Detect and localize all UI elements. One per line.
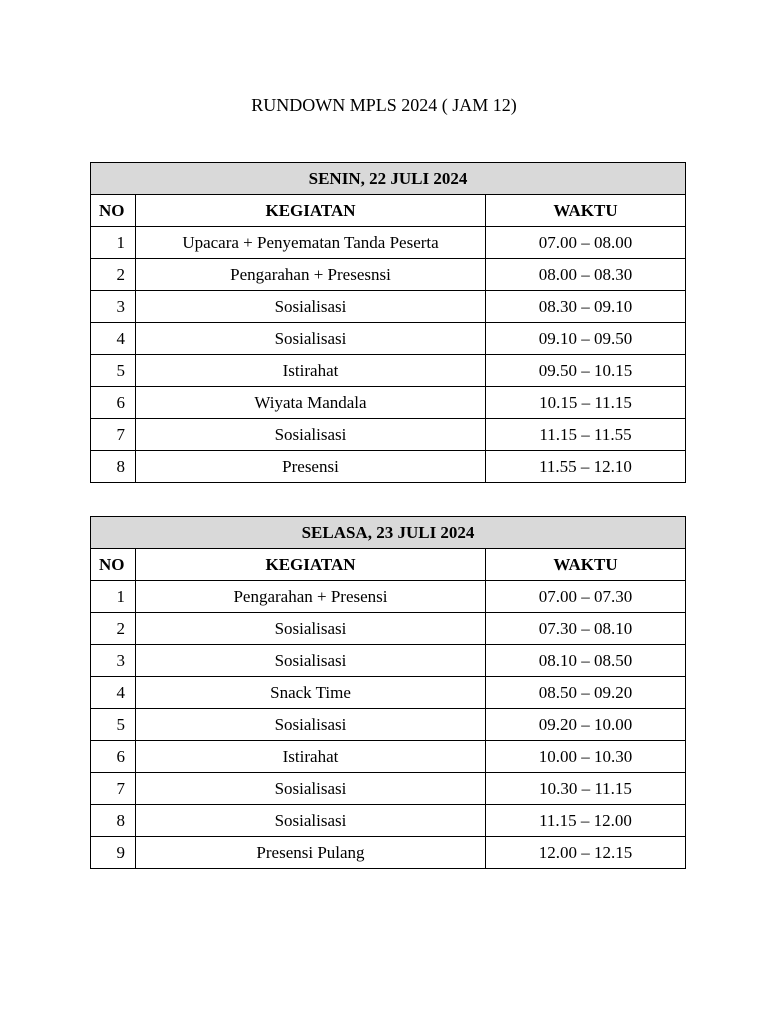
table-row xyxy=(91,451,686,483)
day-header-row xyxy=(91,517,686,549)
row-number: 7 xyxy=(91,419,136,451)
table-row xyxy=(91,419,686,451)
row-activity: Presensi Pulang xyxy=(136,837,486,869)
row-activity: Presensi xyxy=(136,451,486,483)
row-time: 09.20 – 10.00 xyxy=(486,709,686,741)
column-header-time: WAKTU xyxy=(486,195,686,227)
row-activity: Upacara + Penyematan Tanda Peserta xyxy=(136,227,486,259)
row-activity: Pengarahan + Presensi xyxy=(136,581,486,613)
row-time: 08.10 – 08.50 xyxy=(486,645,686,677)
row-number: 4 xyxy=(91,677,136,709)
row-time: 10.15 – 11.15 xyxy=(486,387,686,419)
day-header: SENIN, 22 JULI 2024 xyxy=(91,163,686,195)
row-time: 11.55 – 12.10 xyxy=(486,451,686,483)
table-row xyxy=(91,227,686,259)
row-time: 08.00 – 08.30 xyxy=(486,259,686,291)
row-activity: Sosialisasi xyxy=(136,773,486,805)
row-activity: Istirahat xyxy=(136,741,486,773)
table-row xyxy=(91,837,686,869)
row-number: 6 xyxy=(91,741,136,773)
row-time: 10.00 – 10.30 xyxy=(486,741,686,773)
table-row xyxy=(91,645,686,677)
table-row xyxy=(91,387,686,419)
row-time: 11.15 – 12.00 xyxy=(486,805,686,837)
row-time: 08.50 – 09.20 xyxy=(486,677,686,709)
row-activity: Sosialisasi xyxy=(136,613,486,645)
column-header-activity: KEGIATAN xyxy=(136,195,486,227)
column-header-activity: KEGIATAN xyxy=(136,549,486,581)
row-number: 5 xyxy=(91,709,136,741)
row-number: 4 xyxy=(91,323,136,355)
row-activity: Snack Time xyxy=(136,677,486,709)
row-number: 8 xyxy=(91,805,136,837)
row-number: 7 xyxy=(91,773,136,805)
row-number: 3 xyxy=(91,291,136,323)
row-number: 3 xyxy=(91,645,136,677)
table-row xyxy=(91,741,686,773)
document-title: RUNDOWN MPLS 2024 ( JAM 12) xyxy=(251,95,517,115)
row-activity: Sosialisasi xyxy=(136,419,486,451)
row-activity: Sosialisasi xyxy=(136,323,486,355)
table-row xyxy=(91,805,686,837)
column-header-row xyxy=(91,195,686,227)
row-activity: Sosialisasi xyxy=(136,645,486,677)
row-time: 09.10 – 09.50 xyxy=(486,323,686,355)
row-time: 10.30 – 11.15 xyxy=(486,773,686,805)
table-row xyxy=(91,355,686,387)
row-number: 8 xyxy=(91,451,136,483)
column-header-no: NO xyxy=(91,549,136,581)
column-header-row xyxy=(91,549,686,581)
row-activity: Pengarahan + Presesnsi xyxy=(136,259,486,291)
row-activity: Istirahat xyxy=(136,355,486,387)
row-number: 2 xyxy=(91,613,136,645)
table-row xyxy=(91,709,686,741)
row-time: 12.00 – 12.15 xyxy=(486,837,686,869)
row-activity: Wiyata Mandala xyxy=(136,387,486,419)
row-number: 2 xyxy=(91,259,136,291)
row-number: 1 xyxy=(91,581,136,613)
row-time: 09.50 – 10.15 xyxy=(486,355,686,387)
row-activity: Sosialisasi xyxy=(136,805,486,837)
table-row xyxy=(91,259,686,291)
row-number: 6 xyxy=(91,387,136,419)
row-time: 08.30 – 09.10 xyxy=(486,291,686,323)
row-number: 9 xyxy=(91,837,136,869)
table-row xyxy=(91,291,686,323)
row-number: 1 xyxy=(91,227,136,259)
table-row xyxy=(91,773,686,805)
row-time: 11.15 – 11.55 xyxy=(486,419,686,451)
row-time: 07.00 – 08.00 xyxy=(486,227,686,259)
table-row xyxy=(91,613,686,645)
day-header: SELASA, 23 JULI 2024 xyxy=(91,517,686,549)
row-time: 07.30 – 08.10 xyxy=(486,613,686,645)
schedule-table-monday xyxy=(90,162,686,483)
column-header-time: WAKTU xyxy=(486,549,686,581)
row-activity: Sosialisasi xyxy=(136,291,486,323)
row-time: 07.00 – 07.30 xyxy=(486,581,686,613)
table-row xyxy=(91,581,686,613)
column-header-no: NO xyxy=(91,195,136,227)
row-number: 5 xyxy=(91,355,136,387)
day-header-row xyxy=(91,163,686,195)
table-row xyxy=(91,323,686,355)
table-row xyxy=(91,677,686,709)
schedule-table-tuesday xyxy=(90,516,686,869)
row-activity: Sosialisasi xyxy=(136,709,486,741)
